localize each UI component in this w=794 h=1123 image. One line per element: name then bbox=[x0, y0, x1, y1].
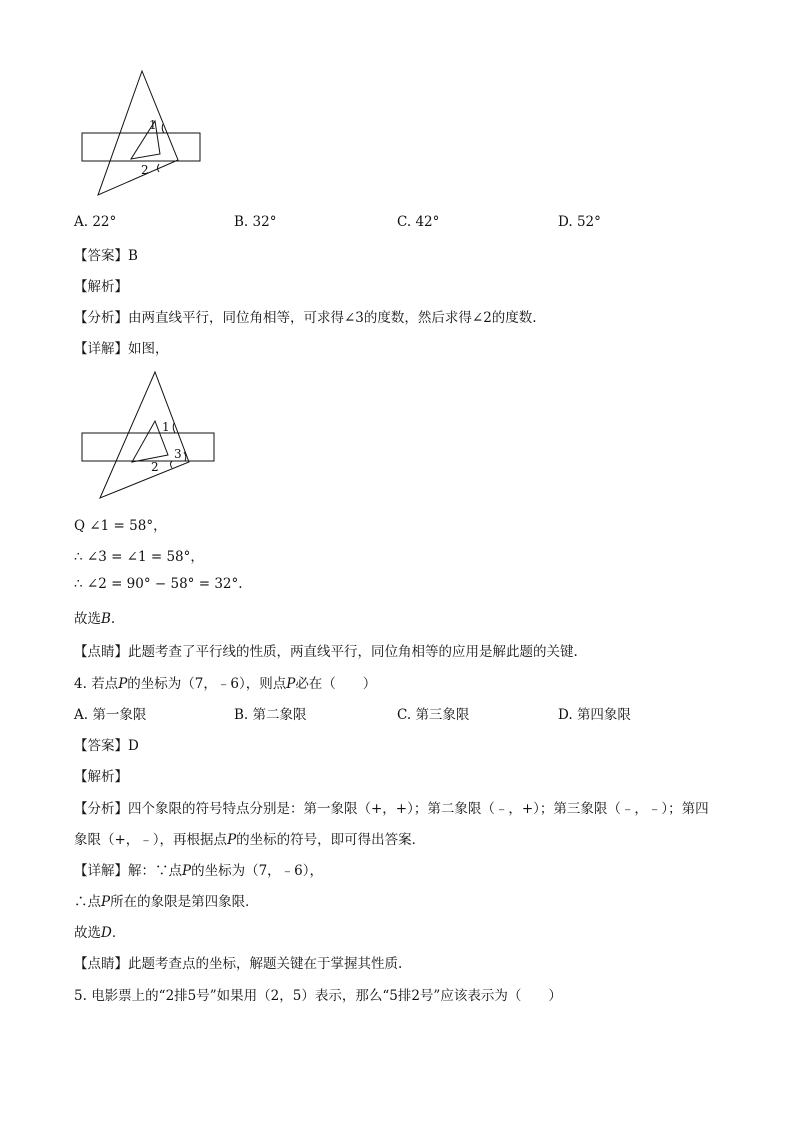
fenxi-text: 的坐标的符号，即可得出答案． bbox=[236, 832, 426, 848]
option-letter: C. bbox=[397, 214, 412, 230]
option-letter: C. bbox=[397, 707, 412, 723]
option-text: 22° bbox=[92, 214, 117, 230]
figure-1-label-1: 1 bbox=[149, 118, 157, 132]
figure-2-label-1: 1 bbox=[162, 420, 170, 434]
q4-fenxi-line-2 bbox=[74, 828, 425, 848]
answer-value: B bbox=[128, 248, 138, 264]
figure-2-label-2: 2 bbox=[151, 460, 159, 474]
q3-options bbox=[74, 214, 714, 234]
option-text: 第三象限 bbox=[415, 707, 470, 723]
q3-dianjing bbox=[74, 640, 578, 660]
answer-tag: 【答案】 bbox=[74, 248, 128, 264]
q3-option-b[interactable] bbox=[234, 214, 276, 230]
fenxi-text: 四个象限的符号特点分别是：第一象限（+，+）；第二象限（﹣，+）；第三象限（﹣，﹣）；第四 bbox=[128, 801, 709, 817]
q3-option-c[interactable] bbox=[397, 214, 439, 230]
dianjing-tag: 【点睛】 bbox=[74, 644, 128, 660]
option-text: 第二象限 bbox=[252, 707, 307, 723]
q3-option-a[interactable] bbox=[74, 214, 116, 230]
q4-option-a[interactable] bbox=[74, 703, 146, 723]
fenxi-text: 象限（+，﹣），再根据点 bbox=[74, 832, 228, 848]
xiangjie-tag: 【详解】 bbox=[74, 341, 128, 357]
option-letter: B. bbox=[234, 214, 249, 230]
option-letter: D. bbox=[558, 707, 573, 723]
answer-tag: 【答案】 bbox=[74, 738, 128, 754]
xiangjie-text: 如图， bbox=[128, 341, 169, 357]
figure-2-label-3: 3 bbox=[174, 447, 182, 461]
step-text: ∴点 bbox=[74, 894, 101, 910]
q3-answer bbox=[74, 244, 138, 264]
option-letter: D. bbox=[558, 214, 573, 230]
option-letter: B. bbox=[234, 707, 249, 723]
xiangjie-text: 的坐标为（7，﹣6）， bbox=[191, 863, 324, 879]
q3-analysis-heading: 【解析】 bbox=[74, 279, 128, 295]
conclusion-prefix: 故选 bbox=[74, 925, 101, 941]
stem-variable: P bbox=[118, 676, 128, 692]
dianjing-text: 此题考查点的坐标，解题关键在于掌握其性质. bbox=[128, 956, 403, 972]
conclusion-suffix: . bbox=[110, 611, 116, 627]
stem-text: 必在（ ） bbox=[295, 676, 377, 692]
q4-option-c[interactable] bbox=[397, 703, 469, 723]
q4-analysis-heading: 【解析】 bbox=[74, 769, 128, 785]
q3-xiangjie bbox=[74, 337, 169, 357]
stem-text: 电影票上的“2排5号”如果用（2，5）表示，那么“5排2号”应该表示为（ ） bbox=[91, 988, 562, 1004]
conclusion-letter: B bbox=[101, 611, 111, 627]
q3-fenxi bbox=[74, 306, 537, 326]
q4-fenxi-line-1 bbox=[74, 797, 709, 817]
xiangjie-text: 解：∵点 bbox=[128, 863, 182, 879]
fenxi-tag: 【分析】 bbox=[74, 310, 128, 326]
option-text: 52° bbox=[576, 214, 601, 230]
figure-1-label-2: 2 bbox=[141, 163, 149, 177]
option-text: 42° bbox=[415, 214, 440, 230]
xiangjie-variable: P bbox=[182, 863, 192, 879]
conclusion-prefix: 故选 bbox=[74, 611, 101, 627]
dianjing-tag: 【点睛】 bbox=[74, 956, 128, 972]
conclusion-letter: D bbox=[101, 925, 112, 941]
q4-options bbox=[74, 703, 714, 723]
q5-stem bbox=[74, 984, 562, 1004]
fenxi-tag: 【分析】 bbox=[74, 801, 128, 817]
q4-step bbox=[74, 890, 259, 910]
q3-option-d[interactable] bbox=[558, 214, 601, 230]
option-letter: A. bbox=[74, 214, 89, 230]
figure-2-triangle-ruler bbox=[75, 366, 225, 506]
stem-text: 的坐标为（7，﹣6），则点 bbox=[127, 676, 287, 692]
fenxi-text: 由两直线平行，同位角相等，可求得∠3的度数，然后求得∠2的度数. bbox=[128, 310, 537, 326]
step-variable: P bbox=[101, 894, 111, 910]
q4-option-b[interactable] bbox=[234, 703, 307, 723]
conclusion-suffix: ． bbox=[111, 925, 126, 941]
answer-value: D bbox=[128, 738, 139, 754]
q4-dianjing bbox=[74, 952, 402, 972]
q4-option-d[interactable] bbox=[558, 703, 631, 723]
figure-1-triangle-ruler bbox=[75, 66, 210, 201]
option-letter: A. bbox=[74, 707, 89, 723]
figure-2-ruler bbox=[82, 433, 214, 461]
dianjing-text: 此题考查了平行线的性质，两直线平行，同位角相等的应用是解此题的关键. bbox=[128, 644, 578, 660]
q3-step-2: ∴ ∠3 = ∠1 = 58°， bbox=[74, 549, 204, 565]
option-text: 第四象限 bbox=[576, 707, 631, 723]
question-number: 5. bbox=[74, 988, 87, 1004]
stem-variable: P bbox=[286, 676, 296, 692]
q4-answer bbox=[74, 734, 139, 754]
fenxi-variable: P bbox=[227, 832, 237, 848]
q4-stem bbox=[74, 672, 376, 692]
q3-conclusion bbox=[74, 607, 115, 627]
q3-step-3: ∴ ∠2 = 90° − 58° = 32°. bbox=[74, 576, 243, 592]
q3-step-1: Q ∠1 = 58°， bbox=[74, 518, 167, 534]
stem-text: 若点 bbox=[91, 676, 119, 692]
question-number: 4. bbox=[74, 676, 87, 692]
q4-xiangjie bbox=[74, 859, 323, 879]
step-text: 所在的象限是第四象限． bbox=[110, 894, 259, 910]
option-text: 第一象限 bbox=[92, 707, 147, 723]
xiangjie-tag: 【详解】 bbox=[74, 863, 128, 879]
figure-2-big-triangle bbox=[100, 372, 189, 498]
option-text: 32° bbox=[252, 214, 277, 230]
figure-2-angle-2-arc bbox=[171, 461, 173, 468]
q4-conclusion bbox=[74, 921, 125, 941]
